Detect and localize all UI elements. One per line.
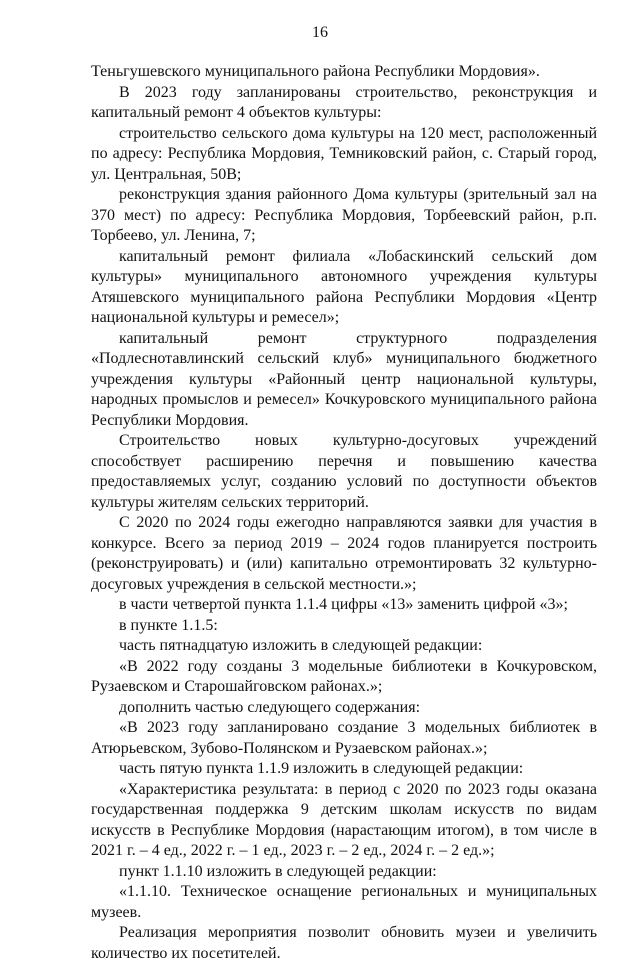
paragraph-museums-result: Реализация мероприятия позволит обновить музеи и увеличить количество их посетителей. [91,924,597,962]
paragraph-libraries-2022: «В 2022 году созданы 3 модельные библиотеки в Кочкуровском, Рузаевском и Старошайговском районах.»; [91,657,597,695]
paragraph-item-temnikov: строительство сельского дома культуры на 120 мест, расположенный по адресу: Республика Мордовия, Темниковский район, с. Старый город, ул. Центральная, 50В; [91,124,597,183]
paragraph-item-torbeevo: реконструкция здания районного Дома культуры (зрительный зал на 370 мест) по адресу: Республика Мордовия, Торбеевский район, р.п. Торбеево, ул. Ленина, 7; [91,186,597,244]
paragraph-amend-1-1-9: часть пятую пункта 1.1.9 изложить в следующей редакции: [119,760,524,777]
document-body [91,62,597,964]
page-number: 16 [312,24,328,41]
paragraph-new-institutions: Строительство новых культурно-досуговых учреждений способствует расширению перечня и повышению качества предоставляемых услуг, созданию условий по доступности объектов культуры жителям сельских территорий. [91,432,597,511]
paragraph-part-fifteen: часть пятнадцатую изложить в следующей редакции: [119,637,483,654]
paragraph-add-part: дополнить частью следующего содержания: [119,698,421,716]
paragraph-result-characteristic: «Характеристика результата: в период с 2020 по 2023 годы оказана государственная поддержка 9 детским школам искусств по видам искусств в Республике Мордовия (нарастающим итогом), в том числе в 2021 г. – 4 ед., 2022 г. – 1 ед., 2023 г. – 2 ед., 2024 г. – 2 ед.»; [91,780,597,859]
paragraph-plans-2023: В 2023 году запланированы строительство, реконструкция и капитальный ремонт 4 объектов культуры: [91,83,597,121]
paragraph-amend-1-1-10: пункт 1.1.10 изложить в следующей редакции: [119,862,437,880]
paragraph-item-podlesnaya-tavla: капитальный ремонт структурного подразделения «Подлеснотавлинский сельский клуб» муниципального бюджетного учреждения культуры «Районный центр национальной культуры, народных промыслов и ремесел» Кочкуровского муниципального района Республики Мордовия. [91,329,597,429]
paragraph-amend-1-1-4: в части четвертой пункта 1.1.4 цифры «13» заменить цифрой «3»; [119,596,568,613]
paragraph-continuation: Теньгушевского муниципального района Республики Мордовия». [91,63,540,80]
paragraph-item-lobaskino: капитальный ремонт филиала «Лобаскинский сельский дом культуры» муниципального автономного учреждения культуры Атяшевского муниципального района Республики Мордовия «Центр национальной культуры и ремесел»; [91,247,597,326]
paragraph-point-1-1-5: в пункте 1.1.5: [119,616,218,634]
paragraph-libraries-2023: «В 2023 году запланировано создание 3 модельных библиотек в Атюрьевском, Зубово-Полянском и Рузаевском районах.»; [91,719,597,757]
paragraph-museums-equipment: «1.1.10. Техническое оснащение региональных и муниципальных музеев. [91,883,597,921]
paragraph-applications-2020-2024: С 2020 по 2024 годы ежегодно направляются заявки для участия в конкурсе. Всего за период 2019 – 2024 годов планируется построить (реконструировать) и (или) капитально отремонтировать 32 культурно-досуговых учреждения в сельской местности.»; [91,514,597,593]
